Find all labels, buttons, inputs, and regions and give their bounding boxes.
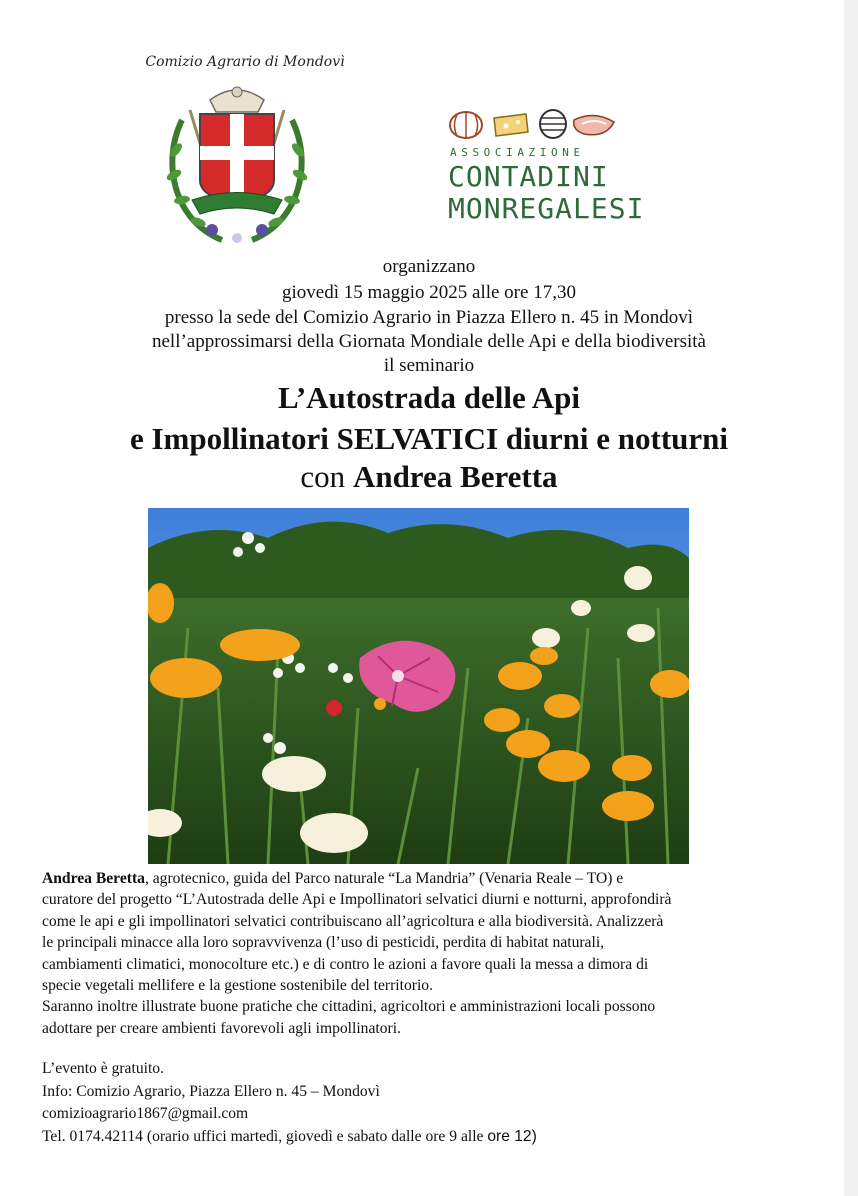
scroll-edge bbox=[844, 0, 858, 1196]
comizio-logo-script: Comizio Agrario di Mondovì bbox=[145, 54, 345, 70]
contadini-logo-line3: MONREGALESI bbox=[448, 192, 645, 225]
p1-line-6: specie vegetali mellifere e la gestione sostenibile del territorio. bbox=[42, 977, 433, 995]
speaker-title-line bbox=[0, 459, 858, 495]
comizio-agrario-logo bbox=[140, 50, 350, 260]
seminario-label: il seminario bbox=[383, 355, 475, 376]
phone-main: Tel. 0174.42114 (orario uffici martedì, giovedì e sabato dalle ore 9 alle bbox=[42, 1127, 488, 1145]
p1-line-1 bbox=[42, 870, 623, 887]
speaker-name: Andrea Beretta bbox=[352, 459, 558, 494]
description bbox=[42, 868, 822, 1039]
contadini-logo-line1: ASSOCIAZIONE bbox=[450, 146, 585, 159]
produce-icons bbox=[446, 106, 616, 142]
contact-phone bbox=[42, 1126, 822, 1149]
free-event-note: L’evento è gratuito. bbox=[42, 1060, 164, 1077]
p2-line-1: Saranno inoltre illustrate buone pratiche che cittadini, agricoltori e amministrazioni locali possono bbox=[42, 998, 656, 1016]
con-label: con bbox=[300, 459, 346, 494]
p1-line-3: come le api e gli impollinatori selvatici contribuiscano all’agricoltura e alla biodiversità. Analizzerà bbox=[42, 912, 664, 930]
contadini-logo-line2: CONTADINI bbox=[448, 160, 609, 193]
coat-of-arms-icon bbox=[162, 80, 312, 250]
wildflower-illustration bbox=[148, 508, 689, 864]
description-paragraph-2 bbox=[42, 996, 822, 1039]
contact-info bbox=[42, 1058, 822, 1148]
contact-email[interactable]: comizioagrario1867@gmail.com bbox=[42, 1105, 249, 1122]
event-date: giovedì 15 maggio 2025 alle ore 17,30 bbox=[282, 282, 576, 303]
contadini-monregalesi-logo bbox=[440, 100, 645, 230]
speaker-bold: Andrea Beretta bbox=[42, 870, 145, 887]
title-line1: L’Autostrada delle Api bbox=[277, 380, 580, 415]
p2-line-2: adottare per creare ambienti favorevoli agli impollinatori. bbox=[42, 1019, 401, 1037]
description-paragraph-1 bbox=[42, 868, 822, 996]
title-line2: e Impollinatori SELVATICI diurni e notturni bbox=[129, 421, 729, 456]
p1-line-1-text: , agrotecnico, guida del Parco naturale “La Mandria” (Venaria Reale – TO) e bbox=[144, 870, 624, 887]
info-address: Info: Comizio Agrario, Piazza Ellero n. 45 – Mondovì bbox=[42, 1082, 380, 1100]
p1-line-5: cambiamenti climatici, monocolture etc.) e di contro le azioni a favore quali la messa a dimora di bbox=[42, 955, 649, 973]
event-location: presso la sede del Comizio Agrario in Piazza Ellero n. 45 in Mondovì bbox=[164, 307, 694, 328]
p1-line-4: le principali minacce alla loro sopravvivenza (l’uso di pesticidi, perdita di habitat naturali, bbox=[42, 934, 605, 952]
p1-line-2: curatore del progetto “L’Autostrada delle Api e Impollinatori selvatici diurni e notturni, approfondirà bbox=[42, 891, 672, 909]
organizzano-text: organizzano bbox=[382, 256, 476, 277]
wildflower-photo bbox=[148, 508, 689, 864]
event-occasion: nell’approssimarsi della Giornata Mondiale delle Api e della biodiversità bbox=[151, 331, 706, 352]
phone-tail: ore 12) bbox=[487, 1127, 537, 1145]
